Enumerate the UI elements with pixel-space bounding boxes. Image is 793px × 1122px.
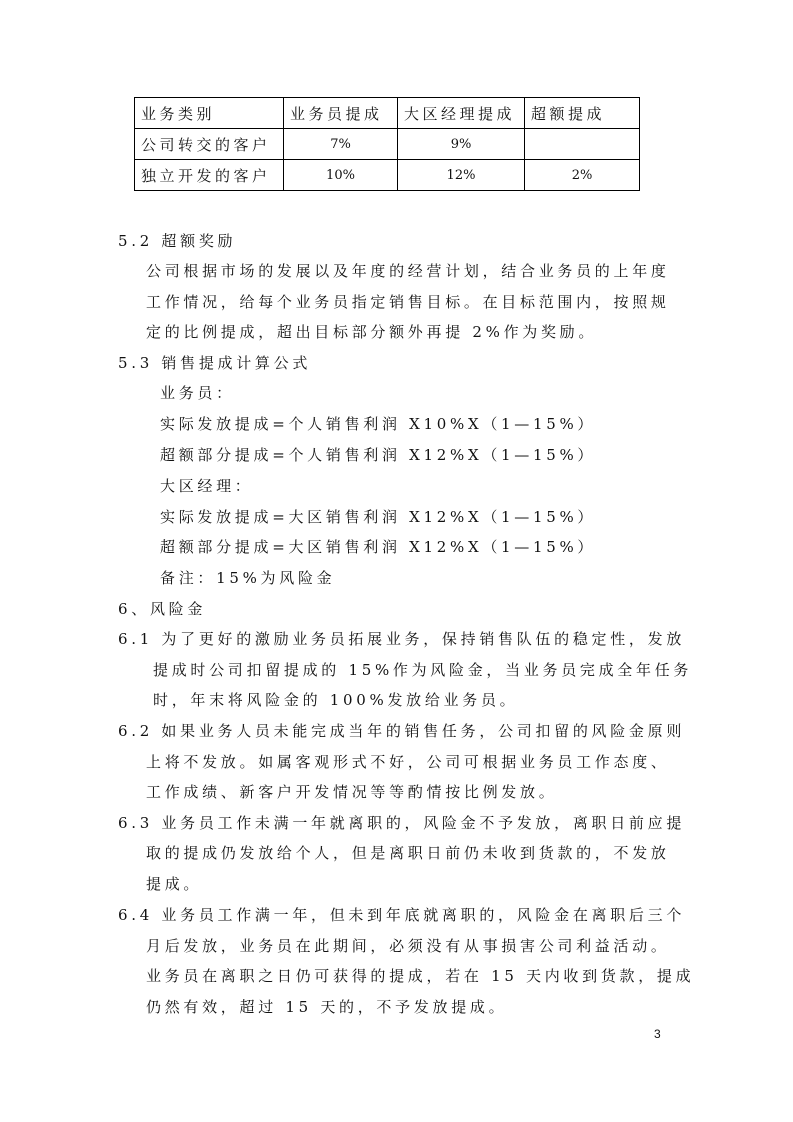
paragraph-line: 提成时公司扣留提成的 15%作为风险金，当业务员完成全年任务 [153,661,693,679]
page-number: 3 [654,1027,661,1041]
table-cell: 公司转交的客户 [135,129,284,160]
table-header: 大区经理提成 [398,98,525,129]
table-row [135,160,640,191]
paragraph-line: 业务员： [160,384,235,402]
paragraph-line: 时，年末将风险金的 100%发放给业务员。 [153,691,519,709]
table-cell: 10% [284,160,398,191]
note-line: 备注：15%为风险金 [160,569,336,587]
table-row [135,129,640,160]
table-header: 业务类别 [135,98,284,129]
table-header: 业务员提成 [284,98,398,129]
paragraph-line: 6.4 业务员工作满一年，但未到年底就离职的，风险金在离职后三个 [118,906,686,924]
paragraph-line: 公司根据市场的发展以及年度的经营计划，结合业务员的上年度 [146,262,670,280]
table-cell [525,129,640,160]
paragraph-line: 大区经理： [160,477,254,495]
paragraph-line: 6.2 如果业务人员未能完成当年的销售任务，公司扣留的风险金原则 [118,722,686,740]
commission-table [134,97,640,191]
table-cell: 7% [284,129,398,160]
table-cell: 9% [398,129,525,160]
table-cell: 12% [398,160,525,191]
paragraph-line: 提成。 [146,875,203,893]
section-heading: 5.3 销售提成计算公式 [118,354,312,372]
formula-line: 超额部分提成=个人销售利润 X12%X（1—15%） [160,446,597,464]
paragraph-line: 工作成绩、新客户开发情况等等酌情按比例发放。 [146,783,558,801]
table-cell: 2% [525,160,640,191]
paragraph-line: 6.3 业务员工作未满一年就离职的，风险金不予发放，离职日前应提 [118,814,686,832]
section-heading: 6、风险金 [118,600,207,618]
paragraph-line: 业务员在离职之日仍可获得的提成，若在 15 天内收到货款，提成 [146,967,695,985]
formula-line: 超额部分提成=大区销售利润 X12%X（1—15%） [160,538,597,556]
paragraph-line: 取的提成仍发放给个人，但是离职日前仍未收到货款的，不发放 [146,844,670,862]
formula-line: 实际发放提成=大区销售利润 X12%X（1—15%） [160,508,597,526]
formula-line: 实际发放提成=个人销售利润 X10%X（1—15%） [160,415,597,433]
paragraph-line: 仍然有效，超过 15 天的，不予发放提成。 [146,998,508,1016]
section-heading: 5.2 超额奖励 [118,232,237,250]
table-cell: 独立开发的客户 [135,160,284,191]
paragraph-line: 月后发放，业务员在此期间，必须没有从事损害公司利益活动。 [146,937,670,955]
paragraph-line: 工作情况，给每个业务员指定销售目标。在目标范围内，按照规 [146,293,670,311]
paragraph-line: 6.1 为了更好的激励业务员拓展业务，保持销售队伍的稳定性，发放 [118,630,686,648]
table-header-row [135,98,640,129]
paragraph-line: 定的比例提成，超出目标部分额外再提 2%作为奖励。 [146,323,598,341]
table-header: 超额提成 [525,98,640,129]
paragraph-line: 上将不发放。如属客观形式不好，公司可根据业务员工作态度、 [146,753,670,771]
